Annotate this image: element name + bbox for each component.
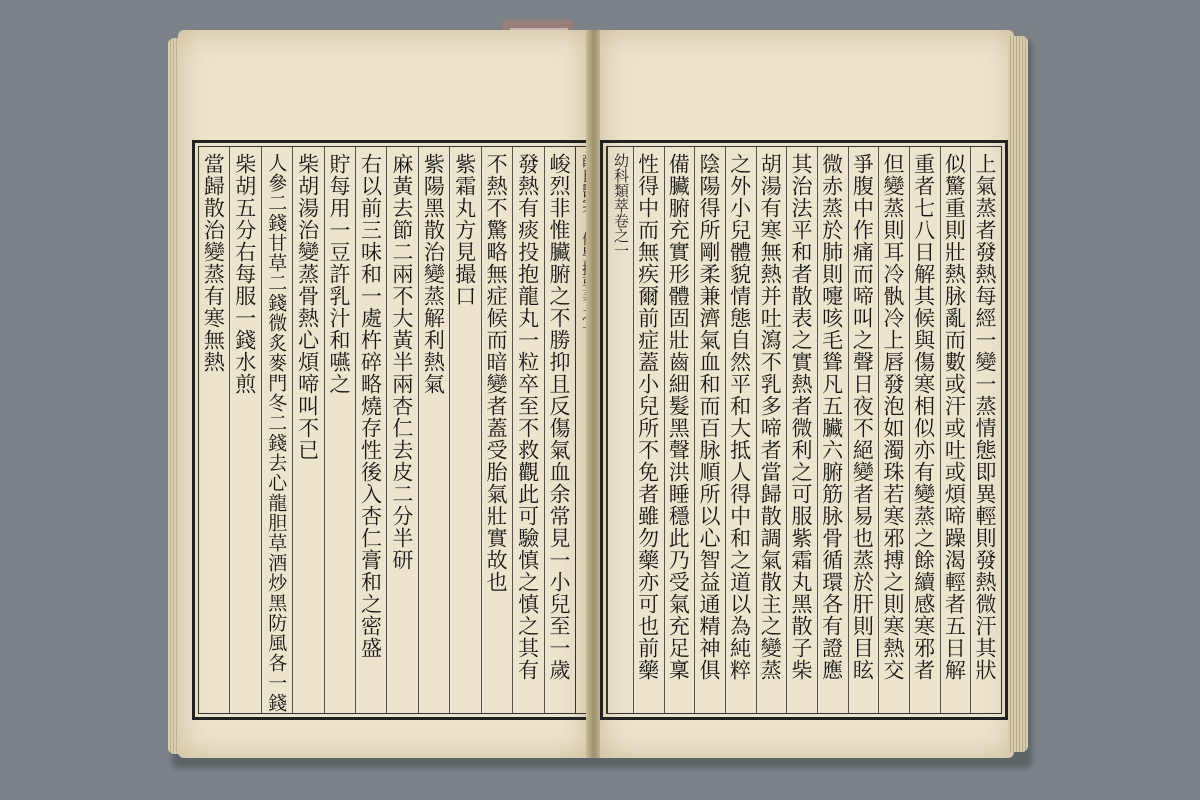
- left-page-column-9: 柴胡湯治變蒸骨熱心煩啼叫不已: [292, 147, 323, 713]
- left-page-column-3: 不熱不驚略無症候而暗變者蓋受胎氣壯實故也: [481, 147, 512, 713]
- right-page-column-3: 重者七八日解其候與傷寒相似亦有變蒸之餘續感寒邪者: [909, 147, 940, 713]
- open-book: [168, 30, 1028, 760]
- right-page-column-9: 之外小兒體貌情態自然平和大抵人得中和之道以為純粹: [725, 147, 756, 713]
- right-page-column-2: 似驚重則壯熱脉亂而數或汗或吐或煩啼躁渴輕者五日解: [940, 147, 971, 713]
- right-page-column-1: 上氣蒸者發熱每經一變一蒸情態即異輕則發熱微汗其狀: [970, 147, 1001, 713]
- left-page-column-1: 峻烈非惟臟腑之不勝抑且反傷氣血余常見一小兒至一歲: [544, 147, 575, 713]
- right-page-column-10: 陰陽得所剛柔兼濟氣血和而百脉順所以心智益通精神俱: [694, 147, 725, 713]
- right-page-edge: [1008, 36, 1028, 752]
- right-page-column-6: 微赤蒸於肺則嚏咳毛聳凡五臟六腑筋脉骨循環各有證應: [817, 147, 848, 713]
- right-page-column-5: 爭腹中作痛而啼叫之聲日夜不絕變者易也蒸於肝則目眩: [848, 147, 879, 713]
- right-text-frame: [600, 140, 1008, 720]
- left-page-column-10: 人參二錢甘草二錢微炙麥門冬二錢去心龍胆草酒炒黑防風各一錢: [261, 147, 292, 713]
- right-page-column-4: 但變蒸則耳冷骫冷上唇發泡如濁珠若寒邪搏之則寒熱交: [878, 147, 909, 713]
- left-page-column-5: 紫陽黑散治變蒸解利熱氣: [418, 147, 449, 713]
- right-gutter-title: 幼科類萃卷之一: [607, 147, 633, 713]
- left-page-column-7: 右以前三味和一處杵碎略燒存性後入杏仁膏和之密盛: [355, 147, 386, 713]
- left-text-frame: [192, 140, 608, 720]
- left-page-column-2: 發熱有痰投抱龍丸一粒卒至不救觀此可驗慎之慎之其有: [512, 147, 543, 713]
- right-page-column-7: 其治法平和者散表之實熱者微利之可服紫霜丸黑散子柴: [786, 147, 817, 713]
- right-page-column-8: 胡湯有寒無熱并吐瀉不乳多啼者當歸散調氣散主之變蒸: [756, 147, 787, 713]
- left-page-column-12: 當歸散治變蒸有寒無熱: [201, 153, 226, 373]
- left-page-column-11: 柴胡五分右每服一錢水煎: [229, 147, 260, 713]
- left-page-column-4: 紫霜丸方見撮口: [449, 147, 480, 713]
- left-page-column-6: 麻黃去節二兩不大黃半兩杏仁去皮二分半研: [386, 147, 417, 713]
- right-page-column-11: 備臟腑充實形體固壯齒細髮黑聲洪睡穩此乃受氣充足稟: [664, 147, 695, 713]
- right-page: [600, 30, 1014, 758]
- left-page: [178, 30, 588, 758]
- left-page-column-8: 貯每用一豆許乳汁和嚥之: [324, 147, 355, 713]
- right-page-column-12: 性得中而無疾爾前症蓋小兒所不免者雖勿藥亦可也前藥: [633, 147, 664, 713]
